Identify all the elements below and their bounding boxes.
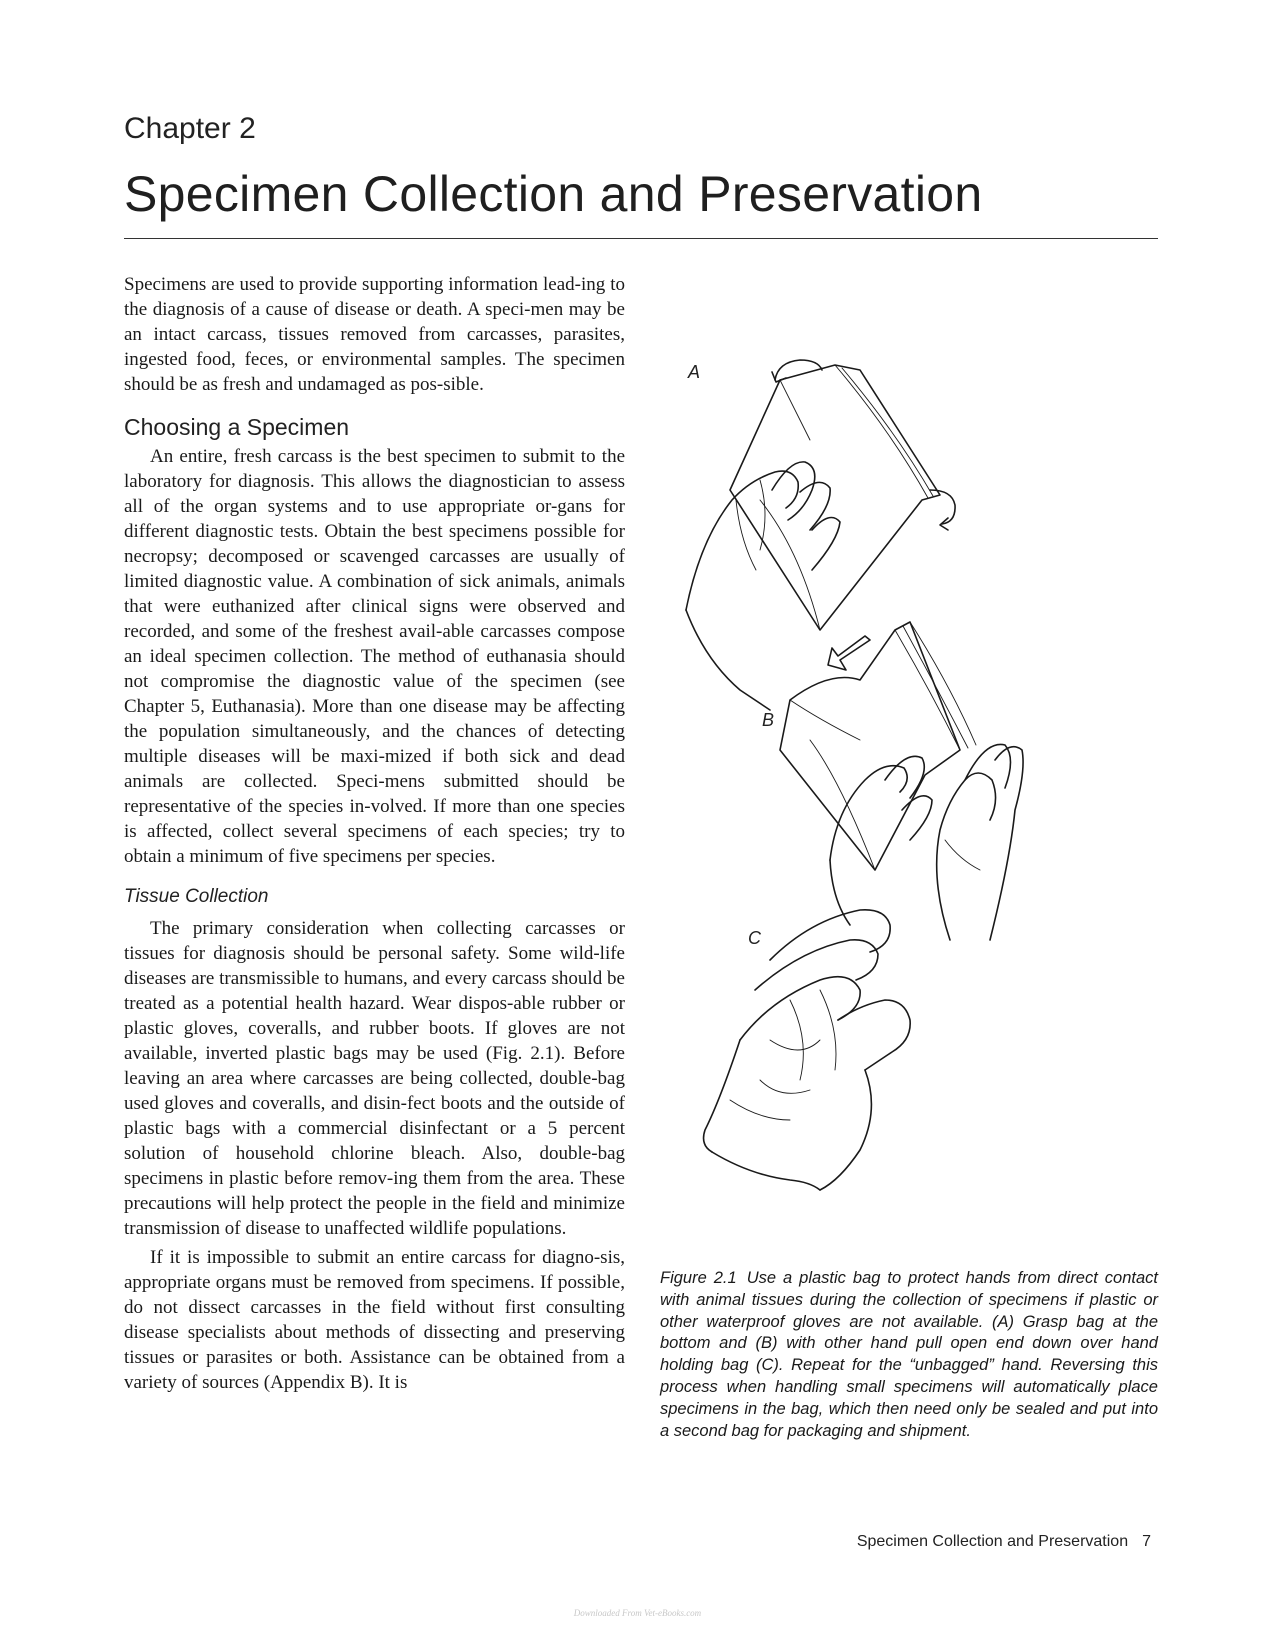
running-title: Specimen Collection and Preservation bbox=[856, 1533, 1129, 1550]
subsection-heading: Tissue Collection bbox=[124, 886, 269, 907]
subsection-paragraph-1: The primary consideration when collecting carcasses or tissues for diagnosis should be personal safety. Some wild-life diseases are transmissible to humans, and every carcass should be treated as a potential health hazard. Wear dispos-able rubber or plastic gloves, coveralls, and rubber boots. If gloves are not available, inverted plastic bags may be used (Fig. 2.1). Before leaving an area where carcasses are being collected, double-bag used gloves and coveralls, and disin-fect boots and the outside of plastic bags with a commercial disinfectant or a 5 percent solution of household chlorine bleach. Also, double-bag specimens in plastic before remov-ing them from the area. These precautions will help protect the people in the field and minimize transmission of disease to unaffected wildlife populations. bbox=[124, 918, 625, 1239]
figure-label-b: B bbox=[762, 710, 775, 730]
figure-number: Figure 2.1 bbox=[660, 1269, 737, 1287]
title-rule bbox=[124, 238, 1158, 239]
chapter-label: Chapter 2 bbox=[124, 112, 256, 145]
figure-illustration bbox=[660, 340, 1080, 1240]
main-text-column bbox=[124, 272, 625, 1395]
bag-over-hand-drawing bbox=[660, 340, 1080, 1240]
figure-caption-text: Use a plastic bag to protect hands from direct contact with animal tissues during the collection of specimens if plastic or other waterproof gloves are not available. (A) Grasp bag at the bottom and (B) with other hand pull open end down over hand holding bag (C). Repeat for the “unbagged” hand. Reversing this process when handling small specimens will automatically place specimens in the bag, which then need only be sealed and put into a second bag for packaging and shipment. bbox=[660, 1269, 1158, 1440]
intro-paragraph: Specimens are used to provide supporting information lead-ing to the diagnosis of a cause of disease or death. A speci-men may be an intact carcass, tissues removed from carcasses, parasites, ingested food, feces, or environmental samples. The specimen should be as fresh and undamaged as pos-sible. bbox=[124, 274, 625, 395]
subsection-paragraph-2: If it is impossible to submit an entire carcass for diagno-sis, appropriate organs must be removed from specimens. If possible, do not dissect carcasses in the field without first consulting disease specialists about methods of dissecting and preserving tissues or parasites or both. Assistance can be obtained from a variety of sources (Appendix B). It is bbox=[124, 1247, 625, 1393]
section-paragraph: An entire, fresh carcass is the best specimen to submit to the laboratory for diagnosis. This allows the diagnostician to assess all of the organ systems and to use appropriate or-gans for different diagnostic tests. Obtain the best specimens possible for necropsy; decomposed or scavenged carcasses are usually of limited diagnostic value. A combination of sick animals, animals that were euthanized after clinical signs were observed and recorded, and some of the freshest avail-able carcasses compose an ideal specimen collection. The method of euthanasia should not compromise the diagnostic value of the specimen (see Chapter 5, Euthanasia). More than one disease may be affecting the population simultaneously, and the chances of detecting multiple diseases will be maxi-mized if both sick and dead animals are collected. Speci-mens submitted should be representative of the species in-volved. If more than one species is affected, collect several specimens of each species; try to obtain a minimum of five specimens per species. bbox=[124, 446, 625, 867]
figure-label-a: A bbox=[688, 362, 701, 382]
page-footer bbox=[857, 1533, 1151, 1551]
panel-a-drawing bbox=[686, 360, 955, 710]
section-heading: Choosing a Specimen bbox=[124, 414, 350, 440]
page-number: 7 bbox=[1142, 1533, 1151, 1550]
panel-c-drawing bbox=[704, 910, 911, 1190]
figure-caption bbox=[660, 1268, 1158, 1442]
download-watermark: Downloaded From Vet-eBooks.com bbox=[573, 1608, 702, 1618]
chapter-title: Specimen Collection and Preservation bbox=[124, 166, 983, 222]
figure-label-c: C bbox=[748, 928, 761, 948]
panel-b-drawing bbox=[780, 622, 1023, 940]
